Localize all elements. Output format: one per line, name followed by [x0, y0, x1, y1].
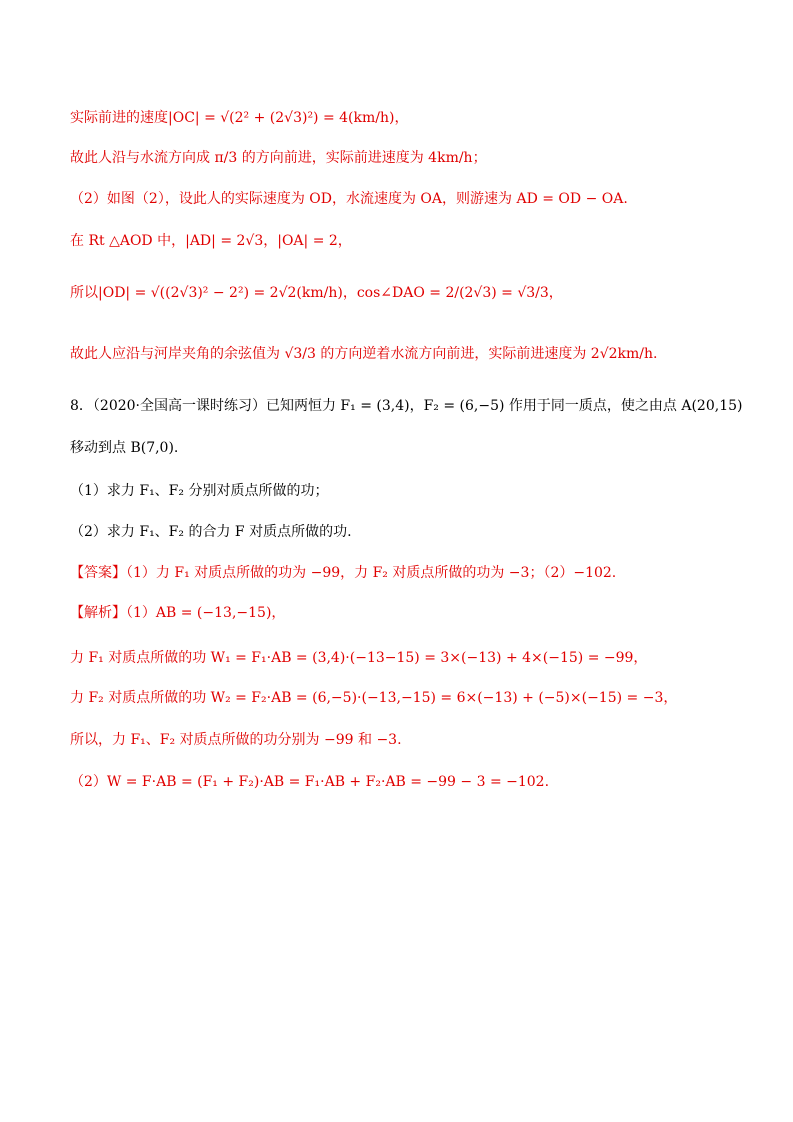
analysis-line-5: （2）W = F·AB = (F₁ + F₂)·AB = F₁·AB + F₂·AB = −99 − 3 = −102. [70, 774, 550, 790]
solution-line-3: （2）如图（2），设此人的实际速度为 OD，水流速度为 OA，则游速为 AD = OD − OA. [70, 191, 628, 207]
solution-line-5: 所以|OD| = √((2√3)² − 2²) = 2√2(km/h)，cos∠DAO = 2/(2√3) = √3/3， [70, 285, 563, 301]
analysis-line-4: 所以，力 F₁、F₂ 对质点所做的功分别为 −99 和 −3. [70, 732, 402, 748]
analysis-line-2: 力 F₁ 对质点所做的功 W₁ = F₁·AB = (3,4)·(−13−15) = 3×(−13) + 4×(−15) = −99， [70, 650, 648, 666]
problem-8-statement: 8．（2020·全国高一课时练习）已知两恒力 F₁ = (3,4)，F₂ = (6,−5) 作用于同一质点，使之由点 A(20,15) [70, 398, 743, 414]
solution-line-4: 在 Rt △AOD 中，|AD| = 2√3，|OA| = 2， [70, 233, 352, 249]
analysis-line-3: 力 F₂ 对质点所做的功 W₂ = F₂·AB = (6,−5)·(−13,−15) = 6×(−13) + (−5)×(−15) = −3， [70, 690, 678, 706]
analysis-line-1: 【解析】（1）AB = (−13,−15)， [70, 605, 286, 621]
problem-8-part-1: （1）求力 F₁、F₂ 分别对质点所做的功； [70, 483, 329, 499]
solution-line-2: 故此人沿与水流方向成 π/3 的方向前进，实际前进速度为 4km/h； [70, 150, 487, 166]
solution-line-6: 故此人应沿与河岸夹角的余弦值为 √3/3 的方向逆着水流方向前进，实际前进速度为 2√2km/h. [70, 346, 658, 362]
answer-line: 【答案】（1）力 F₁ 对质点所做的功为 −99，力 F₂ 对质点所做的功为 −3；（2）−102. [70, 565, 617, 581]
problem-8-statement-cont: 移动到点 B(7,0). [70, 440, 179, 456]
solution-line-1: 实际前进的速度|OC| = √(2² + (2√3)²) = 4(km/h)， [70, 110, 409, 126]
problem-8-part-2: （2）求力 F₁、F₂ 的合力 F 对质点所做的功. [70, 524, 352, 540]
